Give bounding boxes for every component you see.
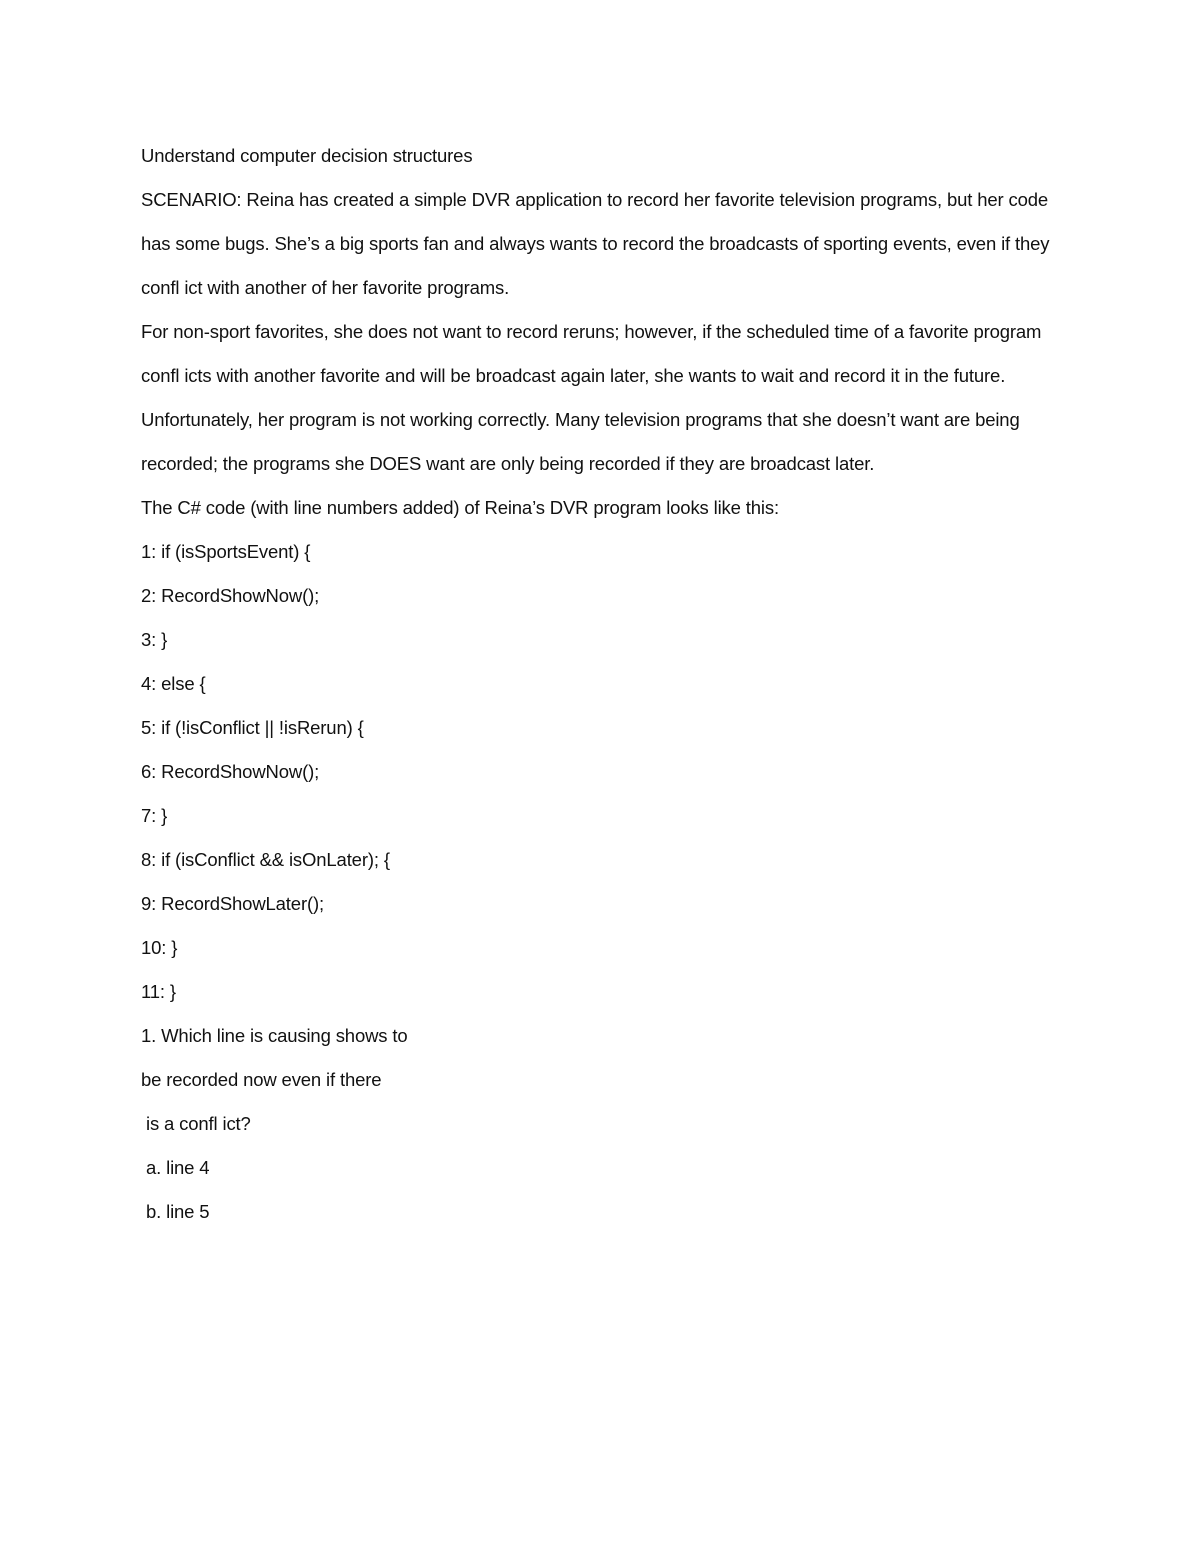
code-line: 9: RecordShowLater();: [141, 893, 324, 914]
scenario-paragraph: has some bugs. She’s a big sports fan and always wants to record the broadcasts of sporting events, even if they: [141, 233, 1050, 254]
code-line: 2: RecordShowNow();: [141, 585, 320, 606]
scenario-paragraph: confl ict with another of her favorite programs.: [141, 277, 510, 298]
scenario-paragraph: SCENARIO: Reina has created a simple DVR application to record her favorite television programs, but her code: [141, 189, 1049, 210]
scenario-paragraph: Unfortunately, her program is not working correctly. Many television programs that she doesn’t want are being: [141, 409, 1020, 430]
code-line: 4: else {: [141, 673, 206, 694]
code-line: 6: RecordShowNow();: [141, 761, 320, 782]
code-line: 11: }: [141, 981, 176, 1002]
question-text: 1. Which line is causing shows to: [141, 1025, 408, 1046]
code-line: 10: }: [141, 937, 178, 958]
code-line: 5: if (!isConflict || !isRerun) {: [141, 717, 364, 738]
answer-option: b. line 5: [141, 1201, 210, 1222]
code-line: 7: }: [141, 805, 168, 826]
question-text: be recorded now even if there: [141, 1069, 382, 1090]
document-body: [141, 142, 1071, 1242]
document-title: Understand computer decision structures: [141, 145, 473, 166]
code-line: 8: if (isConflict && isOnLater); {: [141, 849, 390, 870]
question-text: is a confl ict?: [141, 1113, 251, 1134]
code-intro: The C# code (with line numbers added) of Reina’s DVR program looks like this:: [141, 497, 779, 518]
scenario-paragraph: For non-sport favorites, she does not want to record reruns; however, if the scheduled time of a favorite program: [141, 321, 1042, 342]
code-line: 3: }: [141, 629, 168, 650]
scenario-paragraph: recorded; the programs she DOES want are only being recorded if they are broadcast later.: [141, 453, 875, 474]
answer-option: a. line 4: [141, 1157, 210, 1178]
scenario-paragraph: confl icts with another favorite and will be broadcast again later, she wants to wait and record it in the future.: [141, 365, 1006, 386]
code-line: 1: if (isSportsEvent) {: [141, 541, 311, 562]
